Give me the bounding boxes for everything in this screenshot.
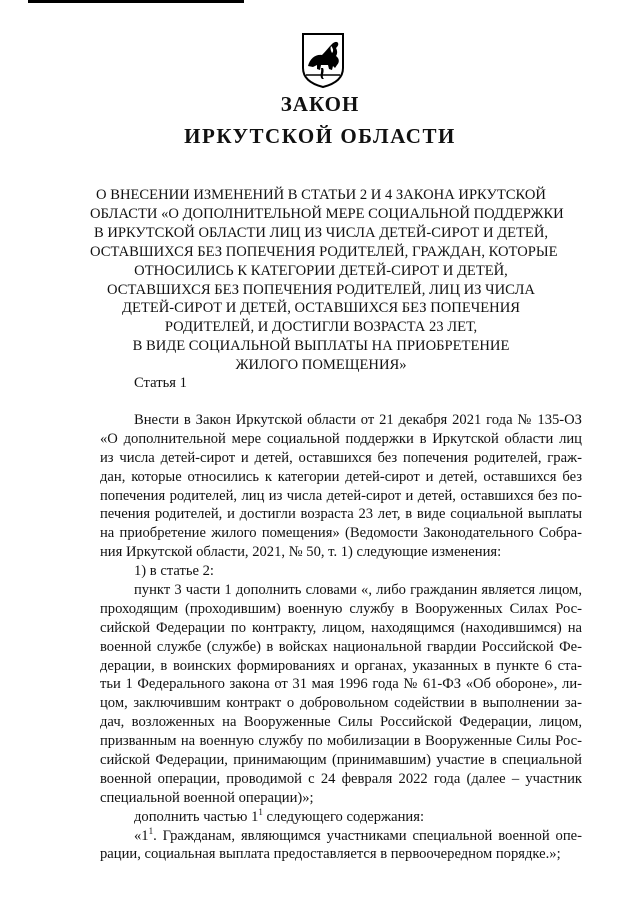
subtitle-line: ОТНОСИЛИСЬ К КАТЕГОРИИ ДЕТЕЙ-СИРОТ И ДЕТЕЙ,	[134, 262, 508, 279]
text-line: Внести в Закон Иркутской области от 21 декабря 2021 года № 135-ОЗ	[134, 412, 582, 428]
text-line: дач, возложенных на Вооруженные Силы Российской Федерации, лицом,	[100, 714, 582, 731]
text-line: специальной военной операции)»;	[100, 789, 314, 806]
subtitle-line: РОДИТЕЛЕЙ, И ДОСТИГЛИ ВОЗРАСТА 23 ЛЕТ,	[164, 319, 478, 336]
text-line: рации, социальная выплата предоставляется в первоочередном порядке.»;	[100, 846, 561, 863]
text-line: из числа детей-сирот и детей, оставшихся без попечения родителей, граж-	[100, 449, 582, 466]
text-line: попечения родителей, лиц из числа детей-сирот и детей, оставшихся без по-	[100, 487, 582, 504]
text-line: военной службе (службе) в войсках национальной гвардии Российской Фе-	[100, 638, 582, 655]
subtitle-line: ДЕТЕЙ-СИРОТ И ДЕТЕЙ, ОСТАВШИХСЯ БЕЗ ПОПЕЧЕНИЯ	[122, 300, 520, 317]
text-line: призванным на военную службу по мобилизации в Вооруженные Силы Рос-	[100, 733, 582, 750]
subtitle-line: В ИРКУТСКОЙ ОБЛАСТИ ЛИЦ ИЗ ЧИСЛА ДЕТЕЙ-СИРОТ И ДЕТЕЙ,	[93, 224, 549, 241]
text-line: сийской Федерации по контракту, лицом, находящимся (находившимся) на	[100, 619, 582, 636]
text-line: ния Иркутской области, 2021, № 50, т. 1) следующие изменения:	[100, 544, 502, 561]
text-line: военной операции, проводимой с 24 февраля 2022 года (далее – участник	[100, 770, 582, 787]
superscript: 1	[148, 825, 154, 836]
subtitle-line: ОСТАВШИХСЯ БЕЗ ПОПЕЧЕНИЯ РОДИТЕЛЕЙ, ГРАЖДАН, КОТОРЫЕ	[90, 243, 558, 260]
text-line: пункт 3 части 1 дополнить словами «, либо гражданин является лицом,	[134, 582, 582, 599]
text-line: «О дополнительной мере социальной поддержки в Иркутской области лиц	[100, 430, 582, 447]
text-line: тьи 1 Федерального закона от 31 мая 1996 года № 61-ФЗ «Об обороне», ли-	[100, 676, 582, 693]
text-line	[100, 808, 582, 827]
law-title: ЗАКОН	[280, 92, 360, 116]
text-fragment: «1	[134, 827, 149, 844]
subtitle-line: В ВИДЕ СОЦИАЛЬНОЙ ВЫПЛАТЫ НА ПРИОБРЕТЕНИЕ	[132, 338, 510, 355]
subtitle-line: ОБЛАСТИ «О ДОПОЛНИТЕЛЬНОЙ МЕРЕ СОЦИАЛЬНОЙ ПОДДЕРЖКИ	[90, 205, 564, 222]
superscript: 1	[258, 806, 263, 817]
text-line: сийской Федерации, принимающим (принимавшим) участие в специальной	[100, 752, 582, 769]
item-heading: 1) в статье 2:	[134, 563, 214, 580]
top-rule	[28, 0, 244, 3]
subtitle-line: ОСТАВШИХСЯ БЕЗ ПОПЕЧЕНИЯ РОДИТЕЛЕЙ, ЛИЦ ИЗ ЧИСЛА	[107, 281, 535, 298]
article-heading: Статья 1	[134, 375, 187, 391]
text-line: печения родителей, и достигли возраста 23 лет, в виде социальной выплаты	[100, 506, 582, 523]
irkutsk-coat-of-arms-icon	[301, 32, 345, 88]
text-fragment: . Гражданам, являющимся участниками специальной военной опе-	[153, 827, 582, 844]
paragraph-amendment	[100, 411, 582, 562]
text-line: на приобретение жилого помещения» (Ведомости Законодательного Собра-	[100, 525, 582, 542]
text-line: дерации, в воинских формированиях и органах, указанных в пункте 6 ста-	[100, 657, 582, 674]
text-line: проходящим (проходившим) военную службу в Вооруженных Силах Рос-	[100, 600, 582, 617]
law-subtitle	[90, 186, 564, 375]
text-fragment: следующего содержания:	[262, 808, 425, 825]
text-line: цом, заключившим контракт о добровольном содействии в выполнении за-	[100, 695, 582, 712]
subtitle-line: О ВНЕСЕНИИ ИЗМЕНЕНИЙ В СТАТЬИ 2 И 4 ЗАКОНА ИРКУТСКОЙ	[96, 187, 546, 203]
text-line	[100, 827, 582, 846]
text-fragment: дополнить частью 1	[134, 808, 259, 825]
region-title: ИРКУТСКОЙ ОБЛАСТИ	[184, 124, 456, 148]
paragraph-point3	[100, 581, 582, 808]
article-body	[100, 411, 582, 864]
subtitle-line: ЖИЛОГО ПОМЕЩЕНИЯ»	[235, 357, 407, 374]
text-line: дан, которые относились к категории детей-сирот и детей, оставшихся без	[100, 468, 582, 485]
